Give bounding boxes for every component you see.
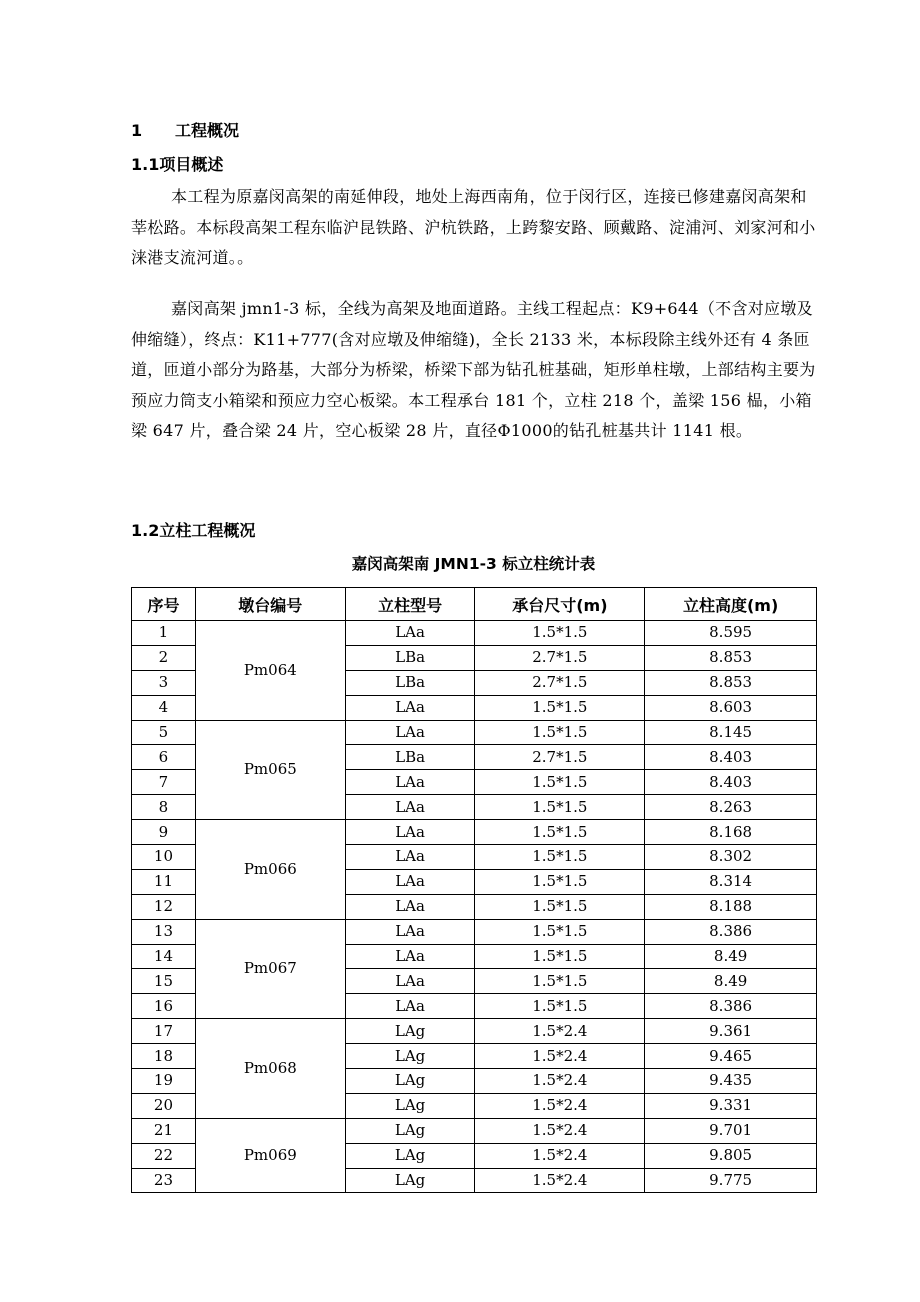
cell-index: 9 [132, 820, 196, 845]
cell-cap-size: 1.5*1.5 [475, 969, 645, 994]
cell-cap-size: 1.5*2.4 [475, 1118, 645, 1143]
cell-column-height: 8.302 [645, 845, 817, 870]
cell-column-type: LAa [345, 845, 475, 870]
cell-cap-size: 2.7*1.5 [475, 745, 645, 770]
cell-cap-size: 1.5*2.4 [475, 1168, 645, 1193]
cell-pier: Pm068 [195, 1019, 345, 1119]
table-row [132, 1118, 817, 1143]
cell-column-height: 8.188 [645, 894, 817, 919]
cell-column-height: 8.145 [645, 720, 817, 745]
section-heading [131, 118, 239, 141]
cell-index: 2 [132, 645, 196, 670]
cell-column-height: 9.465 [645, 1044, 817, 1069]
cell-column-height: 8.386 [645, 919, 817, 944]
header-pier: 墩台编号 [195, 588, 345, 621]
cell-index: 20 [132, 1093, 196, 1118]
cell-column-type: LAg [345, 1168, 475, 1193]
cell-cap-size: 1.5*1.5 [475, 919, 645, 944]
cell-column-type: LAa [345, 869, 475, 894]
cell-index: 21 [132, 1118, 196, 1143]
cell-column-height: 8.403 [645, 745, 817, 770]
table-row [132, 1019, 817, 1044]
cell-cap-size: 1.5*2.4 [475, 1044, 645, 1069]
cell-cap-size: 1.5*1.5 [475, 869, 645, 894]
cell-index: 10 [132, 845, 196, 870]
table-body [132, 621, 817, 1193]
subsection-title-columns: 1.2立柱工程概况 [131, 521, 256, 540]
cell-column-type: LAg [345, 1093, 475, 1118]
cell-column-type: LAg [345, 1118, 475, 1143]
cell-cap-size: 1.5*1.5 [475, 720, 645, 745]
cell-index: 23 [132, 1168, 196, 1193]
cell-column-type: LBa [345, 745, 475, 770]
cell-pier: Pm069 [195, 1118, 345, 1193]
cell-column-height: 9.331 [645, 1093, 817, 1118]
cell-pier: Pm065 [195, 720, 345, 820]
cell-cap-size: 1.5*1.5 [475, 944, 645, 969]
cell-column-type: LAg [345, 1143, 475, 1168]
cell-column-type: LAa [345, 770, 475, 795]
cell-cap-size: 1.5*1.5 [475, 621, 645, 646]
cell-cap-size: 1.5*1.5 [475, 820, 645, 845]
cell-cap-size: 1.5*1.5 [475, 795, 645, 820]
cell-index: 16 [132, 994, 196, 1019]
cell-cap-size: 2.7*1.5 [475, 645, 645, 670]
section-title: 工程概况 [175, 121, 240, 140]
cell-index: 13 [132, 919, 196, 944]
cell-column-height: 8.603 [645, 695, 817, 720]
subsection-title-overview: 1.1项目概述 [131, 155, 224, 174]
cell-index: 1 [132, 621, 196, 646]
cell-cap-size: 1.5*2.4 [475, 1069, 645, 1094]
cell-column-height: 8.853 [645, 670, 817, 695]
cell-cap-size: 1.5*1.5 [475, 845, 645, 870]
cell-column-type: LAa [345, 795, 475, 820]
cell-column-height: 9.805 [645, 1143, 817, 1168]
cell-column-type: LAa [345, 969, 475, 994]
cell-column-type: LAa [345, 621, 475, 646]
cell-column-height: 8.49 [645, 944, 817, 969]
header-column-height: 立柱高度(m) [645, 588, 817, 621]
table-header-row [132, 588, 817, 621]
cell-index: 19 [132, 1069, 196, 1094]
cell-pier: Pm067 [195, 919, 345, 1019]
cell-index: 11 [132, 869, 196, 894]
table-row [132, 820, 817, 845]
header-column-type: 立柱型号 [345, 588, 475, 621]
cell-column-height: 8.853 [645, 645, 817, 670]
cell-column-type: LAa [345, 894, 475, 919]
table-row [132, 720, 817, 745]
cell-cap-size: 1.5*1.5 [475, 994, 645, 1019]
cell-column-type: LAg [345, 1069, 475, 1094]
cell-cap-size: 2.7*1.5 [475, 670, 645, 695]
cell-index: 22 [132, 1143, 196, 1168]
cell-column-height: 9.435 [645, 1069, 817, 1094]
overview-paragraph-2: 嘉闵高架 jmn1-3 标，全线为高架及地面道路。主线工程起点：K9+644（不含对应墩及伸缩缝），终点：K11+777(含对应墩及伸缩缝)，全长 2133 米，本标段除主线外还有 4 条匝道，匝道小部分为路基，大部分为桥梁，桥梁下部为钻孔桩基础，矩形单柱墩，上部结构主要为预应力筒支小箱梁和预应力空心板梁。本工程承台 181 个，立柱 218 个，盖梁 156 榀，小箱梁 647 片，叠合梁 24 片，空心板梁 28 片，直径Φ1000的钻孔桩基共计 1141 根。 [131, 299, 816, 440]
table-title: 嘉闵高架南 JMN1-3 标立柱统计表 [351, 555, 596, 573]
cell-index: 14 [132, 944, 196, 969]
cell-column-height: 9.775 [645, 1168, 817, 1193]
table-row [132, 621, 817, 646]
cell-column-height: 8.263 [645, 795, 817, 820]
cell-cap-size: 1.5*2.4 [475, 1019, 645, 1044]
cell-cap-size: 1.5*1.5 [475, 770, 645, 795]
cell-cap-size: 1.5*1.5 [475, 695, 645, 720]
cell-cap-size: 1.5*2.4 [475, 1143, 645, 1168]
overview-paragraph-1: 本工程为原嘉闵高架的南延伸段，地处上海西南角，位于闵行区，连接已修建嘉闵高架和莘松路。本标段高架工程东临沪昆铁路、沪杭铁路，上跨黎安路、顾戴路、淀浦河、刘家河和小涞港支流河道。。 [131, 187, 816, 267]
cell-index: 12 [132, 894, 196, 919]
cell-index: 15 [132, 969, 196, 994]
cell-pier: Pm066 [195, 820, 345, 920]
table-row [132, 919, 817, 944]
cell-column-height: 8.168 [645, 820, 817, 845]
cell-column-type: LAa [345, 994, 475, 1019]
cell-column-type: LAa [345, 944, 475, 969]
cell-cap-size: 1.5*1.5 [475, 894, 645, 919]
cell-column-height: 8.49 [645, 969, 817, 994]
cell-column-height: 8.595 [645, 621, 817, 646]
cell-column-height: 8.403 [645, 770, 817, 795]
cell-column-type: LAa [345, 919, 475, 944]
cell-index: 18 [132, 1044, 196, 1069]
cell-column-height: 8.386 [645, 994, 817, 1019]
column-statistics-table [131, 587, 817, 1193]
header-index: 序号 [132, 588, 196, 621]
cell-index: 17 [132, 1019, 196, 1044]
cell-column-type: LAa [345, 720, 475, 745]
cell-column-type: LAa [345, 695, 475, 720]
header-cap-size: 承台尺寸(m) [475, 588, 645, 621]
cell-index: 4 [132, 695, 196, 720]
cell-index: 8 [132, 795, 196, 820]
cell-column-height: 9.361 [645, 1019, 817, 1044]
cell-column-type: LAg [345, 1019, 475, 1044]
cell-index: 3 [132, 670, 196, 695]
cell-column-type: LAa [345, 820, 475, 845]
cell-column-type: LBa [345, 645, 475, 670]
cell-column-height: 8.314 [645, 869, 817, 894]
cell-index: 5 [132, 720, 196, 745]
cell-column-type: LAg [345, 1044, 475, 1069]
cell-pier: Pm064 [195, 621, 345, 721]
cell-index: 6 [132, 745, 196, 770]
cell-column-type: LBa [345, 670, 475, 695]
cell-index: 7 [132, 770, 196, 795]
cell-cap-size: 1.5*2.4 [475, 1093, 645, 1118]
cell-column-height: 9.701 [645, 1118, 817, 1143]
section-number: 1 [131, 121, 143, 140]
